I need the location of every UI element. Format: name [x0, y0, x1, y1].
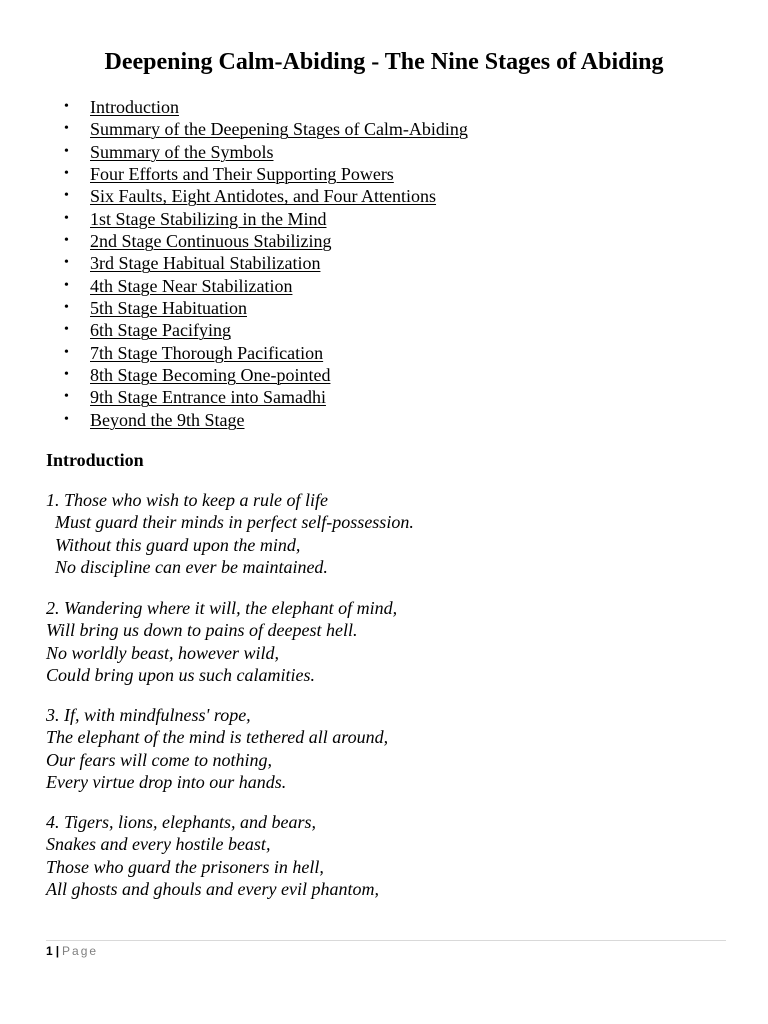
page-footer — [46, 943, 98, 959]
toc-link-summary-symbols[interactable]: Summary of the Symbols — [90, 141, 274, 162]
verse-line: No worldly beast, however wild, — [46, 642, 279, 663]
bullet-icon: • — [64, 188, 69, 204]
bullet-icon: • — [64, 166, 69, 182]
toc-link-stage-3[interactable]: 3rd Stage Habitual Stabilization — [90, 253, 321, 274]
verse-line: 3. If, with mindfulness' rope, — [46, 705, 251, 725]
verse-line: Without this guard upon the mind, — [46, 534, 301, 555]
toc-item-stage-9 — [46, 386, 468, 408]
verse-line: Will bring us down to pains of deepest hell. — [46, 620, 358, 641]
toc-item-stage-4 — [46, 275, 468, 297]
bullet-icon: • — [64, 255, 69, 271]
toc-link-stage-2[interactable]: 2nd Stage Continuous Stabilizing — [90, 231, 332, 252]
bullet-icon: • — [64, 322, 69, 338]
toc-item-summary-stages — [46, 118, 468, 140]
toc-link-stage-7[interactable]: 7th Stage Thorough Pacification — [90, 342, 324, 363]
verse-stanza-1 — [46, 489, 414, 578]
toc-item-stage-1 — [46, 208, 468, 230]
toc-link-beyond-stage-9[interactable]: Beyond the 9th Stage — [90, 409, 245, 430]
toc-link-stage-1[interactable]: 1st Stage Stabilizing in the Mind — [90, 208, 327, 229]
verse-line: 2. Wandering where it will, the elephant of mind, — [46, 598, 398, 618]
toc-item-stage-7 — [46, 342, 468, 364]
bullet-icon: • — [64, 233, 69, 249]
page-number: 1 — [46, 944, 53, 958]
verse-line: No discipline can ever be maintained. — [46, 557, 328, 578]
bullet-icon: • — [64, 411, 69, 427]
toc-link-stage-4[interactable]: 4th Stage Near Stabilization — [90, 275, 293, 296]
verse-line: Those who guard the prisoners in hell, — [46, 856, 324, 877]
toc-link-stage-9[interactable]: 9th Stage Entrance into Samadhi — [90, 387, 326, 408]
toc-item-four-efforts — [46, 163, 468, 185]
verse-line: 4. Tigers, lions, elephants, and bears, — [46, 812, 317, 832]
toc-item-stage-8 — [46, 364, 468, 386]
toc-link-stage-6[interactable]: 6th Stage Pacifying — [90, 320, 231, 341]
bullet-icon: • — [64, 143, 69, 159]
verse-line: Must guard their minds in perfect self-possession. — [46, 512, 414, 533]
toc-link-summary-stages[interactable]: Summary of the Deepening Stages of Calm-Abiding — [90, 119, 468, 140]
table-of-contents — [46, 96, 468, 431]
toc-link-six-faults[interactable]: Six Faults, Eight Antidotes, and Four Attentions — [90, 186, 437, 207]
verse-stanza-3 — [46, 704, 388, 793]
bullet-icon: • — [64, 121, 69, 137]
footer-divider — [46, 940, 726, 941]
bullet-icon: • — [64, 344, 69, 360]
toc-link-four-efforts[interactable]: Four Efforts and Their Supporting Powers — [90, 164, 394, 185]
bullet-icon: • — [64, 210, 69, 226]
document-title: Deepening Calm-Abiding - The Nine Stages of Abiding — [104, 49, 664, 75]
section-heading-introduction: Introduction — [46, 450, 144, 470]
bullet-icon: • — [64, 367, 69, 383]
verse-stanza-4 — [46, 811, 379, 900]
toc-item-six-faults — [46, 185, 468, 207]
bullet-icon: • — [64, 300, 69, 316]
page-word: Page — [62, 944, 99, 958]
verse-line: Our fears will come to nothing, — [46, 749, 272, 770]
toc-item-stage-5 — [46, 297, 468, 319]
verse-line: The elephant of the mind is tethered all around, — [46, 727, 389, 748]
verse-line: Every virtue drop into our hands. — [46, 772, 287, 793]
toc-item-stage-3 — [46, 252, 468, 274]
verse-line: Snakes and every hostile beast, — [46, 834, 271, 855]
verse-stanza-2 — [46, 597, 397, 686]
toc-item-introduction — [46, 96, 468, 118]
bullet-icon: • — [64, 389, 69, 405]
toc-item-stage-2 — [46, 230, 468, 252]
toc-link-stage-5[interactable]: 5th Stage Habituation — [90, 298, 247, 319]
toc-link-introduction[interactable]: Introduction — [90, 97, 179, 117]
footer-separator: | — [55, 944, 60, 958]
bullet-icon: • — [64, 277, 69, 293]
verse-line: All ghosts and ghouls and every evil phantom, — [46, 879, 379, 900]
verse-line: 1. Those who wish to keep a rule of life — [46, 490, 328, 510]
toc-item-summary-symbols — [46, 141, 468, 163]
toc-item-stage-6 — [46, 319, 468, 341]
toc-item-beyond-stage-9 — [46, 409, 468, 431]
verse-line: Could bring upon us such calamities. — [46, 665, 315, 686]
toc-link-stage-8[interactable]: 8th Stage Becoming One-pointed — [90, 365, 331, 386]
bullet-icon: • — [64, 99, 69, 114]
